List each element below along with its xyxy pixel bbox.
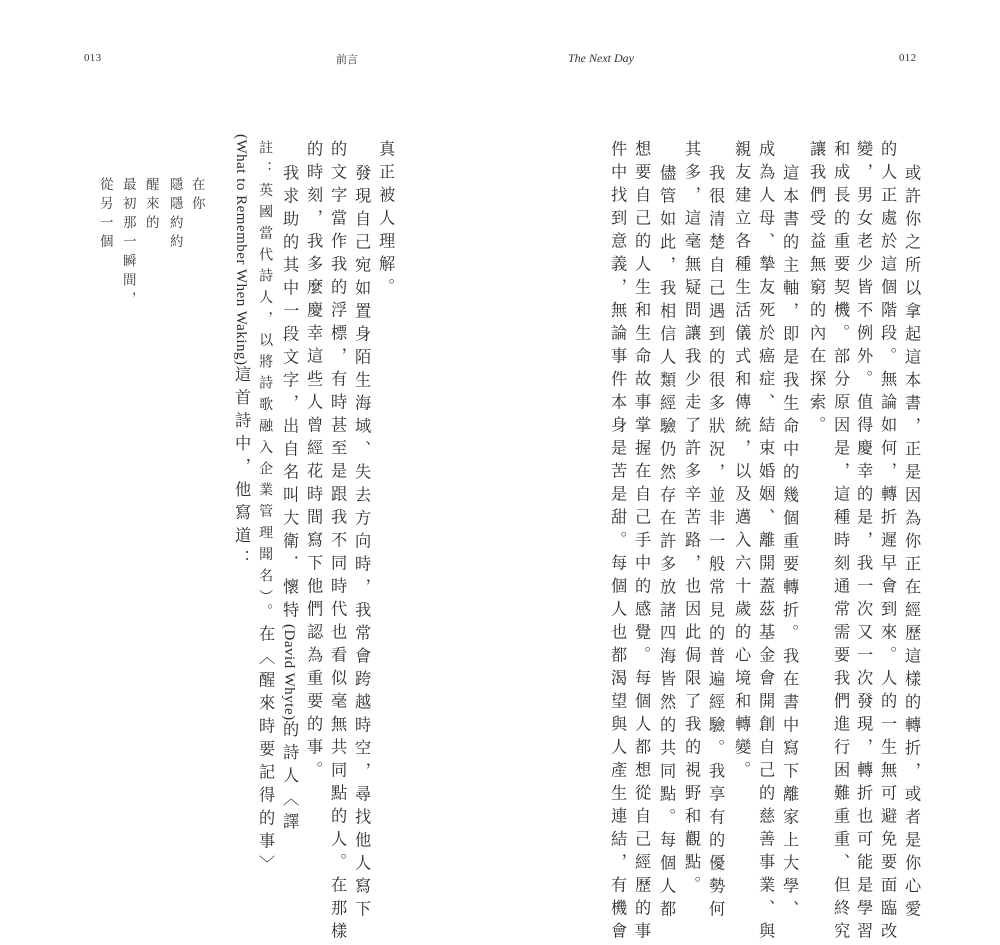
text-column [232,134,252,573]
column-text: 我求助的其中一段文字，出自名叫大衛．懷特 [280,164,300,624]
text-column: 親友建立各種生活儀式和傳統，以及邁入六十歲的心境和轉變。 [732,140,752,784]
text-column: 發現自己宛如置身陌生海域、失去方向時，我常會跨越時空，尋找他人寫下 [352,164,372,923]
running-head: 前言 [336,53,358,66]
column-text-tail: 在〈醒來時要記得的事〉 [256,625,276,879]
text-column: 想要自己的人生和生命故事掌握在自己手中的感覺。每個人都想從自己經歷的事 [632,140,652,945]
right-page [500,0,1000,945]
text-column: 變，男女老少皆不例外。值得慶幸的是，我一次又一次發現，轉折也可能是學習 [854,140,874,945]
poem-line: 從另一個 [96,177,113,254]
column-text-tail: 這首詩中，他寫道： [232,365,252,573]
poem-title-english: (What to Remember When Waking) [233,134,250,366]
text-column: 我很清楚自己遇到的很多狀況，並非一般常見的普遍經驗。我享有的優勢何 [706,164,726,923]
text-column: 真正被人理解。 [376,140,396,301]
text-column [256,140,276,879]
text-column: 的時刻，我多麼慶幸這些人曾經花時間寫下他們認為重要的事。 [304,140,324,784]
running-head: The Next Day [568,51,634,65]
text-column: 和成長的重要契機。部分原因是，這種時刻通常需要我們進行困難重重、但終究 [831,140,851,945]
page-number: 012 [899,52,917,64]
latin-name: (David Whyte) [281,624,298,721]
text-column: 這本書的主軸，即是我生命中的幾個重要轉折。我在書中寫下離家上大學、 [780,164,800,923]
poem-line: 最初那一瞬間， [119,177,136,311]
poem-line: 隱隱約約 [166,177,183,254]
poem-line: 在你 [188,177,205,216]
page-number: 013 [84,52,102,64]
text-column: 儘管如此，我相信人類經驗仍然存在許多放諸四海皆然的共同點。每個人都 [657,164,677,923]
text-column [280,164,300,836]
text-column: 的人正處於這個階段。無論如何，轉折遲早會到來。人的一生無可避免要面臨改 [878,140,898,945]
poem-line: 醒來的 [142,177,159,235]
text-column: 或許你之所以拿起這本書，正是因為你正在經歷這樣的轉折，或者是你心愛 [902,164,922,923]
text-column: 成為人母、摯友死於癌症、結束婚姻、離開蓋茲基金會開創自己的慈善事業、與 [756,140,776,945]
text-column: 的文字當作我的浮標，有時甚至是跟我不同時代也看似毫無共同點的人。在那樣 [328,140,348,945]
text-column: 其多，這毫無疑問讓我少走了許多辛苦路，也因此侷限了我的視野和觀點。 [682,140,702,899]
text-column: 件中找到意義，無論事件本身是苦是甜。每個人也都渴望與人產生連結，有機會 [608,140,628,945]
translator-note: 註：英國當代詩人，以將詩歌融入企業管理聞名）。 [257,140,274,626]
column-text-tail: 的詩人〈譯 [280,720,300,836]
text-column: 讓我們受益無窮的內在探索。 [807,140,827,439]
